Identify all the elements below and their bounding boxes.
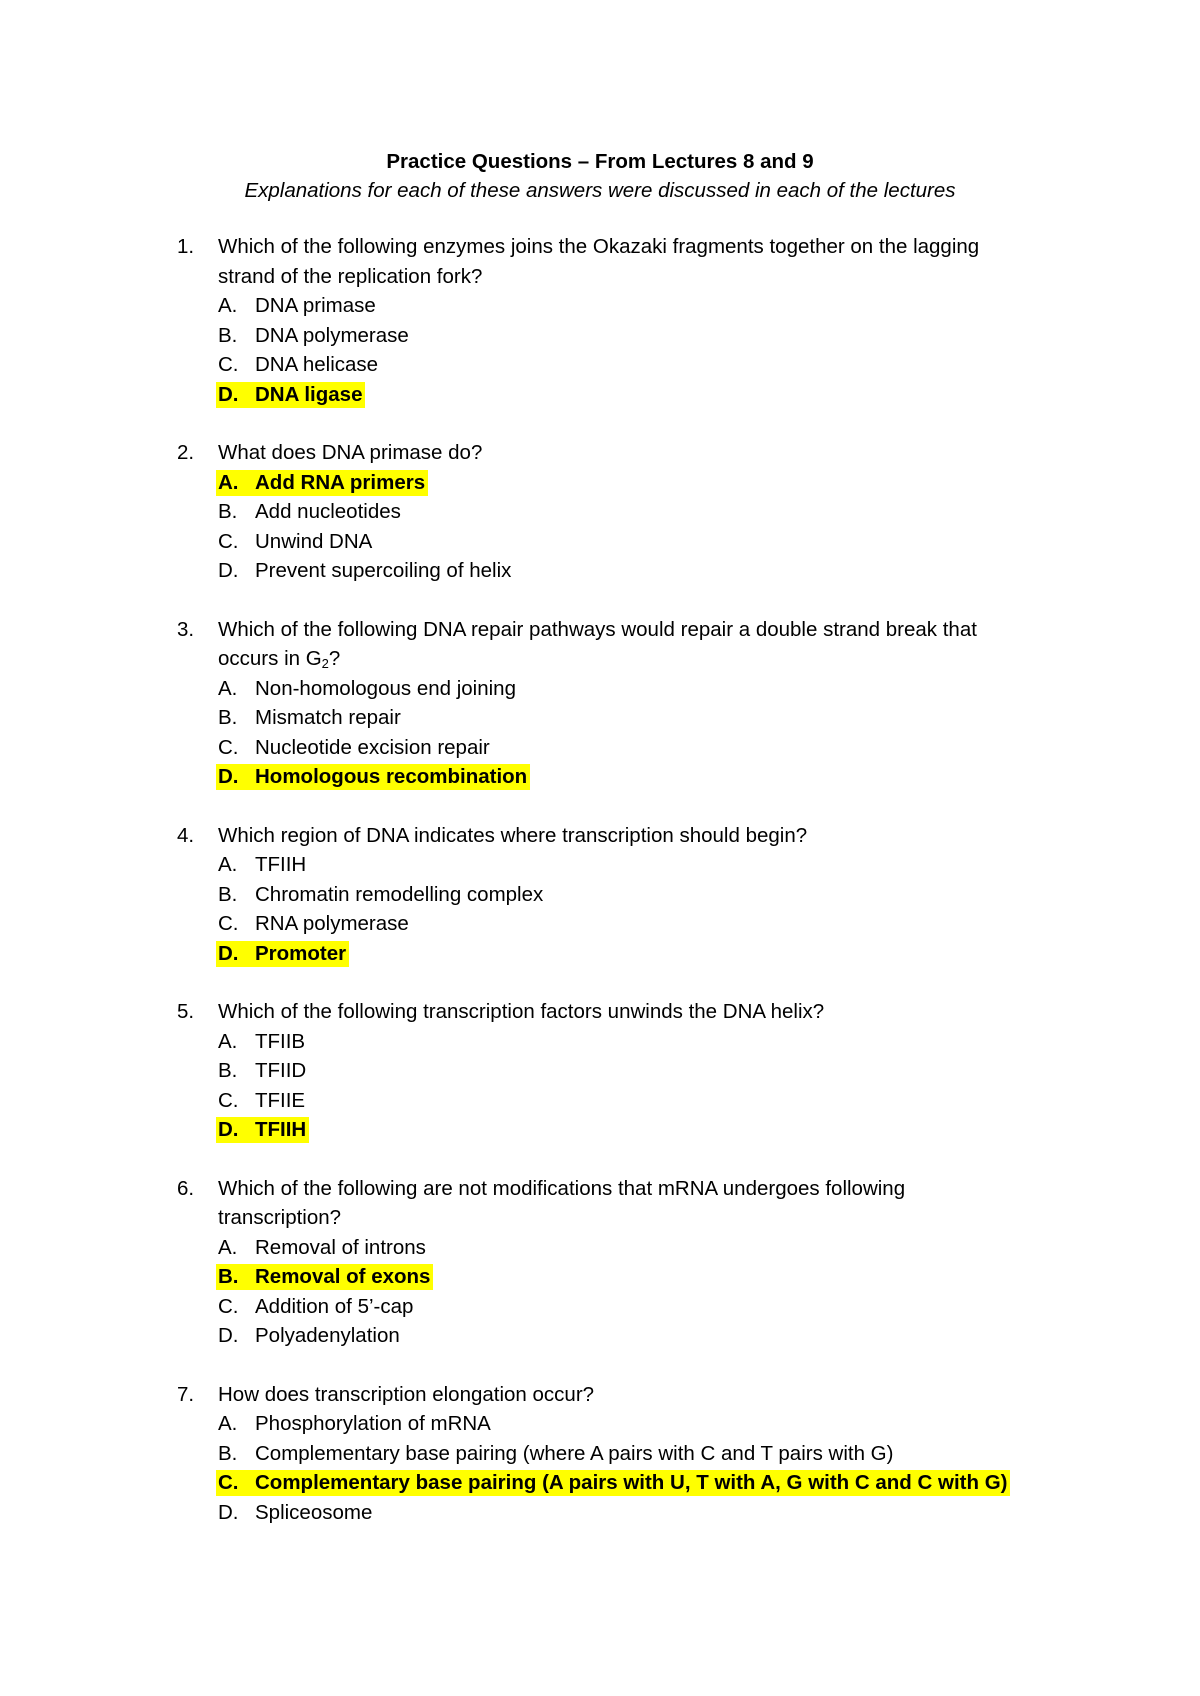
option-text: DNA primase xyxy=(255,294,376,317)
question-number: 1. xyxy=(177,235,195,258)
answer-option-correct xyxy=(0,1115,1200,1145)
option-letter: D. xyxy=(218,941,239,965)
option-letter: A. xyxy=(218,676,238,700)
option-text: Removal of exons xyxy=(255,1265,431,1288)
answer-option xyxy=(0,291,1200,321)
question-line xyxy=(0,232,1200,262)
question-text: What does DNA primase do? xyxy=(218,441,483,464)
option-text: Phosphorylation of mRNA xyxy=(255,1412,491,1435)
answer-option xyxy=(0,733,1200,763)
option-letter: A. xyxy=(218,853,238,876)
question-text: Which of the following transcription factors unwinds the DNA helix? xyxy=(218,1000,825,1023)
question-line xyxy=(0,1174,1200,1204)
option-text: Homologous recombination xyxy=(255,765,528,788)
answer-option xyxy=(0,1498,1200,1528)
question-text: Which of the following are not modifications that mRNA undergoes following xyxy=(218,1176,906,1200)
question-number: 7. xyxy=(177,1382,195,1406)
option-text: Promoter xyxy=(255,941,347,965)
answer-option-correct xyxy=(0,939,1200,969)
question-text-segment: transcription? xyxy=(218,1206,342,1229)
question-text-segment: strand of the replication fork? xyxy=(218,264,483,288)
option-letter: C. xyxy=(218,529,239,553)
question-line xyxy=(0,1203,1200,1233)
answer-option xyxy=(0,1027,1200,1057)
answer-option-correct xyxy=(0,1262,1200,1292)
option-letter: D. xyxy=(218,765,239,788)
answer-option xyxy=(0,321,1200,351)
option-letter: B. xyxy=(218,1059,238,1082)
question-line xyxy=(0,821,1200,851)
option-letter: D. xyxy=(218,1118,239,1141)
option-text: Non-homologous end joining xyxy=(255,676,516,700)
option-text: Add RNA primers xyxy=(255,470,426,494)
option-letter: B. xyxy=(218,882,238,906)
option-text: Mismatch repair xyxy=(255,706,401,729)
option-letter: C. xyxy=(218,912,239,935)
option-letter: D. xyxy=(218,559,239,582)
question-text: How does transcription elongation occur? xyxy=(218,1382,595,1406)
answer-option-correct xyxy=(0,380,1200,410)
option-text: DNA ligase xyxy=(255,382,363,406)
question-text-continued xyxy=(218,262,482,292)
answer-option xyxy=(0,1409,1200,1439)
option-text: Unwind DNA xyxy=(255,529,373,553)
answer-option xyxy=(0,909,1200,939)
question-number: 2. xyxy=(177,441,195,464)
option-text: DNA helicase xyxy=(255,353,379,376)
question-number: 3. xyxy=(177,617,195,641)
answer-option xyxy=(0,1321,1200,1351)
option-letter: D. xyxy=(218,1324,239,1347)
answer-option-correct xyxy=(0,468,1200,498)
question-text-suffix: ? xyxy=(328,647,341,670)
option-text: TFIID xyxy=(255,1059,307,1082)
question-item xyxy=(0,232,1200,409)
page-subtitle: Explanations for each of these answers were discussed in each of the lectures xyxy=(244,179,956,202)
question-text: Which of the following DNA repair pathways would repair a double strand break that xyxy=(218,617,977,641)
question-line xyxy=(0,262,1200,292)
question-line xyxy=(0,438,1200,468)
option-text: TFIIE xyxy=(255,1088,306,1112)
option-letter: B. xyxy=(218,1265,239,1288)
question-text-continued xyxy=(218,644,340,674)
option-letter: C. xyxy=(218,735,239,759)
option-letter: A. xyxy=(218,470,239,494)
option-letter: D. xyxy=(218,1500,239,1524)
option-text: Polyadenylation xyxy=(255,1324,400,1347)
question-line xyxy=(0,1380,1200,1410)
answer-option-correct xyxy=(0,762,1200,792)
question-line xyxy=(0,997,1200,1027)
option-text: Chromatin remodelling complex xyxy=(255,882,544,906)
option-text: TFIIH xyxy=(255,853,307,876)
question-text: Which region of DNA indicates where transcription should begin? xyxy=(218,823,808,847)
answer-option xyxy=(0,556,1200,586)
option-letter: C. xyxy=(218,353,239,376)
question-text: Which of the following enzymes joins the Okazaki fragments together on the lagging xyxy=(218,235,980,258)
question-item xyxy=(0,821,1200,969)
question-item xyxy=(0,997,1200,1145)
option-letter: B. xyxy=(218,706,238,729)
option-letter: C. xyxy=(218,1471,239,1494)
option-text: Complementary base pairing (where A pairs with C and T pairs with G) xyxy=(255,1441,894,1465)
question-item xyxy=(0,1380,1200,1528)
answer-option-correct xyxy=(0,1468,1200,1498)
option-text: Prevent supercoiling of helix xyxy=(255,559,512,582)
answer-option xyxy=(0,674,1200,704)
question-item xyxy=(0,1174,1200,1351)
option-letter: A. xyxy=(218,1235,238,1259)
page-title: Practice Questions – From Lectures 8 and 9 xyxy=(386,150,814,173)
option-text: Add nucleotides xyxy=(255,500,401,523)
option-text: Removal of introns xyxy=(255,1235,426,1259)
option-text: TFIIB xyxy=(255,1029,306,1053)
question-line xyxy=(0,644,1200,674)
option-text: RNA polymerase xyxy=(255,912,409,935)
question-list xyxy=(0,232,1200,1556)
option-text: Addition of 5’-cap xyxy=(255,1294,414,1318)
question-line xyxy=(0,615,1200,645)
question-number: 6. xyxy=(177,1176,195,1200)
option-letter: B. xyxy=(218,500,238,523)
answer-option xyxy=(0,1292,1200,1322)
answer-option xyxy=(0,497,1200,527)
option-letter: B. xyxy=(218,1441,238,1465)
question-number: 4. xyxy=(177,823,195,847)
option-letter: A. xyxy=(218,1412,238,1435)
answer-option xyxy=(0,850,1200,880)
answer-option xyxy=(0,880,1200,910)
answer-option xyxy=(0,350,1200,380)
option-letter: A. xyxy=(218,1029,238,1053)
option-letter: B. xyxy=(218,323,238,347)
option-letter: D. xyxy=(218,382,239,406)
option-letter: C. xyxy=(218,1294,239,1318)
option-letter: C. xyxy=(218,1088,239,1112)
question-text-segment: occurs in G xyxy=(218,647,322,670)
option-letter: A. xyxy=(218,294,238,317)
option-text: TFIIH xyxy=(255,1118,307,1141)
answer-option xyxy=(0,1233,1200,1263)
question-number: 5. xyxy=(177,1000,195,1023)
question-item xyxy=(0,615,1200,792)
question-item xyxy=(0,438,1200,586)
answer-option xyxy=(0,703,1200,733)
answer-option xyxy=(0,1439,1200,1469)
option-text: Nucleotide excision repair xyxy=(255,735,490,759)
option-text: Complementary base pairing (A pairs with U, T with A, G with C and C with G) xyxy=(255,1471,1008,1494)
option-text: DNA polymerase xyxy=(255,323,409,347)
answer-option xyxy=(0,1056,1200,1086)
subscript: 2 xyxy=(321,656,329,671)
question-text-continued xyxy=(218,1203,341,1233)
answer-option xyxy=(0,527,1200,557)
option-text: Spliceosome xyxy=(255,1500,373,1524)
answer-option xyxy=(0,1086,1200,1116)
